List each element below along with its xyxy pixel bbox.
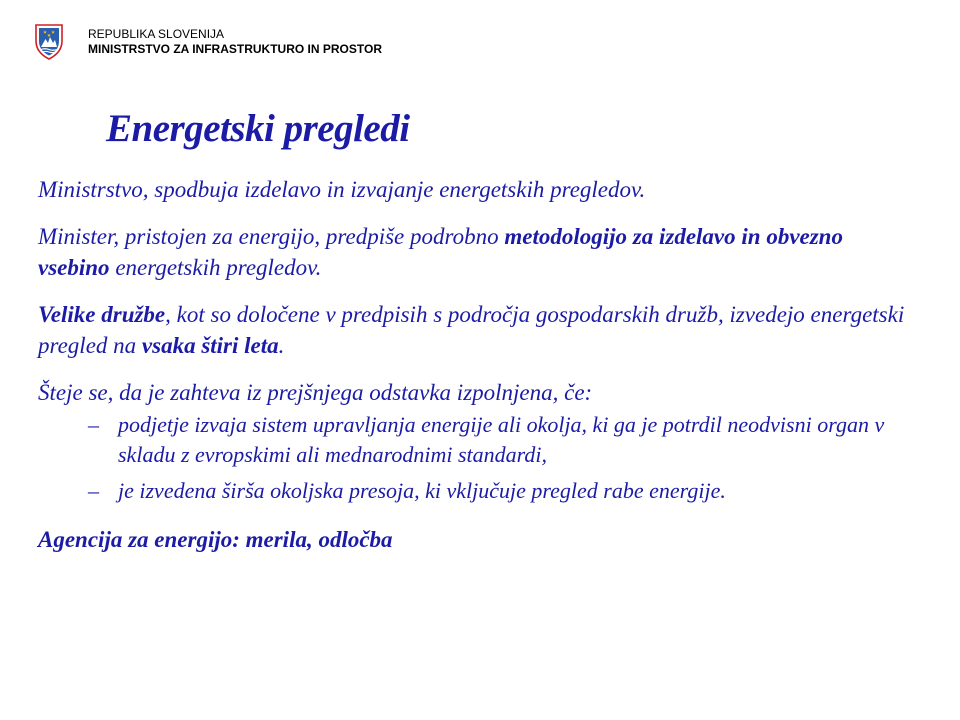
methodology-emphasis: metodologijo za izdelavo in obvezno vsebino	[38, 224, 843, 280]
paragraph-minister-part-3: energetskih pregledov.	[109, 255, 322, 280]
condition-list	[38, 410, 918, 506]
list-dash: –	[88, 412, 99, 437]
slide-title: Energetski pregledi	[106, 107, 410, 150]
list-item	[38, 476, 888, 506]
paragraph-minister-part-1: Minister, pristojen za energijo, predpiše podrobno	[38, 224, 505, 249]
list-item-text: podjetje izvaja sistem upravljanja energije ali okolja, ki ga je potrdil neodvisni organ v skladu z evropskimi ali mednarodnimi standardi,	[118, 412, 885, 467]
list-item	[38, 410, 888, 470]
paragraph-condition: Šteje se, da je zahteva iz prejšnjega odstavka izpolnjena, če:	[38, 380, 593, 405]
paragraph-agency: Agencija za energijo: merila, odločba	[38, 527, 393, 552]
slovenian-coat-of-arms-icon	[34, 24, 64, 60]
paragraph-ministry: Ministrstvo, spodbuja izdelavo in izvajanje energetskih pregledov.	[38, 177, 646, 202]
ministry-name	[88, 27, 382, 57]
list-dash: –	[88, 478, 99, 503]
header-line-1: REPUBLIKA SLOVENIJA	[88, 27, 225, 41]
large-companies-emphasis: Velike družbe	[38, 302, 166, 327]
four-years-emphasis: vsaka štiri leta	[141, 333, 279, 358]
paragraph-large-companies-part-2: , kot so določene v predpisih s področja gospodarskih družb, izvedejo energetski pregled na	[38, 302, 905, 358]
header-line-2: MINISTRSTVO ZA INFRASTRUKTURO IN PROSTOR	[88, 42, 382, 56]
list-item-text: je izvedena širša okoljska presoja, ki vključuje pregled rabe energije.	[118, 478, 726, 503]
paragraph-large-companies	[38, 299, 918, 361]
paragraph-large-companies-end: .	[278, 333, 285, 358]
slide-body	[38, 174, 918, 571]
paragraph-minister	[38, 221, 918, 283]
